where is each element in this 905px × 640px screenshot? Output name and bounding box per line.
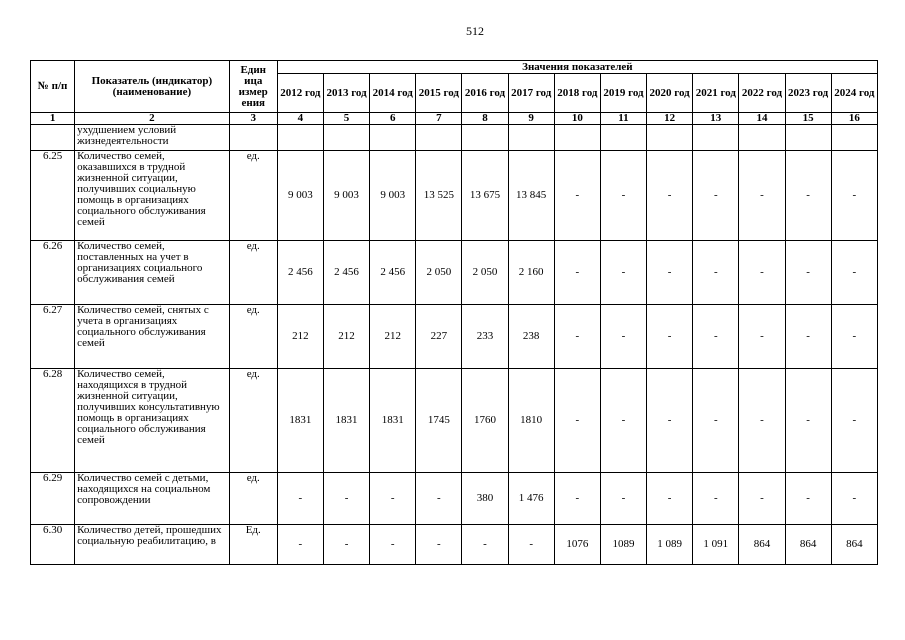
indicator-name: Количество семей с детьми, находящихся на социальном сопровождении (75, 473, 230, 525)
value-cell-2017: 13 845 (508, 151, 554, 241)
unit-cell: ед. (229, 241, 277, 305)
row-number: 6.27 (31, 305, 75, 369)
header-year-5: 2016 год (462, 74, 508, 113)
column-number-15: 15 (785, 113, 831, 125)
header-year-2: 2013 год (323, 74, 369, 113)
row-number (31, 125, 75, 151)
value-cell-2017: 2 160 (508, 241, 554, 305)
value-cell-2024: - (831, 151, 877, 241)
value-cell-2023 (785, 125, 831, 151)
value-cell-2014: 212 (370, 305, 416, 369)
value-cell-2013: 1831 (323, 369, 369, 473)
column-number-5: 5 (323, 113, 369, 125)
value-cell-2012: 1831 (277, 369, 323, 473)
value-cell-2021: 1 091 (693, 525, 739, 565)
value-cell-2024 (831, 125, 877, 151)
header-no: № п/п (31, 61, 75, 113)
value-cell-2014: - (370, 473, 416, 525)
header-year-11: 2022 год (739, 74, 785, 113)
value-cell-2016: 233 (462, 305, 508, 369)
value-cell-2012: 212 (277, 305, 323, 369)
header-year-12: 2023 год (785, 74, 831, 113)
value-cell-2012: 9 003 (277, 151, 323, 241)
value-cell-2013 (323, 125, 369, 151)
value-cell-2022: 864 (739, 525, 785, 565)
value-cell-2014 (370, 125, 416, 151)
row-number: 6.29 (31, 473, 75, 525)
column-number-1: 1 (31, 113, 75, 125)
value-cell-2017: 1 476 (508, 473, 554, 525)
column-number-4: 4 (277, 113, 323, 125)
value-cell-2018: - (554, 305, 600, 369)
header-year-9: 2020 год (647, 74, 693, 113)
value-cell-2015: - (416, 473, 462, 525)
column-number-13: 13 (693, 113, 739, 125)
value-cell-2019: - (600, 151, 646, 241)
value-cell-2017 (508, 125, 554, 151)
value-cell-2020: 1 089 (647, 525, 693, 565)
indicator-name: Количество семей, находящихся в трудной жизненной ситуации, получивших консультативную помощь в организациях социального обслуживания семей (75, 369, 230, 473)
column-number-2: 2 (75, 113, 230, 125)
column-number-11: 11 (600, 113, 646, 125)
value-cell-2020: - (647, 305, 693, 369)
value-cell-2022: - (739, 151, 785, 241)
value-cell-2017: - (508, 525, 554, 565)
value-cell-2018: - (554, 241, 600, 305)
row-number: 6.25 (31, 151, 75, 241)
value-cell-2016: - (462, 525, 508, 565)
value-cell-2014: 2 456 (370, 241, 416, 305)
value-cell-2018: - (554, 151, 600, 241)
indicators-table (30, 60, 878, 565)
indicator-name: ухудшением условий жизнедеятельности (75, 125, 230, 151)
value-cell-2022: - (739, 369, 785, 473)
header-values-group: Значения показателей (277, 61, 877, 74)
column-number-3: 3 (229, 113, 277, 125)
value-cell-2014: - (370, 525, 416, 565)
value-cell-2024: - (831, 241, 877, 305)
column-number-14: 14 (739, 113, 785, 125)
value-cell-2019: - (600, 305, 646, 369)
value-cell-2019 (600, 125, 646, 151)
value-cell-2016: 13 675 (462, 151, 508, 241)
row-number: 6.26 (31, 241, 75, 305)
value-cell-2012: 2 456 (277, 241, 323, 305)
unit-cell: ед. (229, 473, 277, 525)
value-cell-2015: 1745 (416, 369, 462, 473)
value-cell-2022: - (739, 305, 785, 369)
value-cell-2012: - (277, 525, 323, 565)
value-cell-2021: - (693, 369, 739, 473)
value-cell-2022 (739, 125, 785, 151)
header-year-6: 2017 год (508, 74, 554, 113)
value-cell-2015: 2 050 (416, 241, 462, 305)
unit-cell: ед. (229, 305, 277, 369)
unit-cell: Ед. (229, 525, 277, 565)
value-cell-2021: - (693, 305, 739, 369)
header-year-10: 2021 год (693, 74, 739, 113)
value-cell-2016: 380 (462, 473, 508, 525)
value-cell-2013: - (323, 525, 369, 565)
column-number-6: 6 (370, 113, 416, 125)
value-cell-2022: - (739, 473, 785, 525)
value-cell-2013: 2 456 (323, 241, 369, 305)
value-cell-2022: - (739, 241, 785, 305)
value-cell-2016: 2 050 (462, 241, 508, 305)
value-cell-2013: 212 (323, 305, 369, 369)
value-cell-2014: 1831 (370, 369, 416, 473)
value-cell-2024: - (831, 369, 877, 473)
value-cell-2020: - (647, 473, 693, 525)
table-row (31, 125, 878, 151)
row-number: 6.30 (31, 525, 75, 565)
table-row (31, 305, 878, 369)
indicator-name: Количество семей, оказавшихся в трудной жизненной ситуации, получивших социальную помощь в организациях социального обслуживания семей (75, 151, 230, 241)
table-row (31, 241, 878, 305)
table-row (31, 525, 878, 565)
value-cell-2015 (416, 125, 462, 151)
row-number: 6.28 (31, 369, 75, 473)
value-cell-2015: - (416, 525, 462, 565)
value-cell-2024: - (831, 305, 877, 369)
table-row (31, 151, 878, 241)
column-number-10: 10 (554, 113, 600, 125)
value-cell-2017: 238 (508, 305, 554, 369)
value-cell-2023: - (785, 241, 831, 305)
value-cell-2023: - (785, 305, 831, 369)
value-cell-2021: - (693, 241, 739, 305)
column-number-8: 8 (462, 113, 508, 125)
header-year-1: 2012 год (277, 74, 323, 113)
unit-cell: ед. (229, 151, 277, 241)
header-year-7: 2018 год (554, 74, 600, 113)
value-cell-2015: 13 525 (416, 151, 462, 241)
value-cell-2012 (277, 125, 323, 151)
value-cell-2012: - (277, 473, 323, 525)
value-cell-2023: 864 (785, 525, 831, 565)
unit-cell (229, 125, 277, 151)
value-cell-2020: - (647, 241, 693, 305)
value-cell-2019: - (600, 473, 646, 525)
value-cell-2020: - (647, 151, 693, 241)
value-cell-2016 (462, 125, 508, 151)
header-year-3: 2014 год (370, 74, 416, 113)
value-cell-2018 (554, 125, 600, 151)
value-cell-2019: 1089 (600, 525, 646, 565)
table-row (31, 369, 878, 473)
value-cell-2013: - (323, 473, 369, 525)
indicator-name: Количество семей, снятых с учета в организациях социального обслуживания семей (75, 305, 230, 369)
value-cell-2023: - (785, 473, 831, 525)
header-indicator: Показатель (индикатор) (наименование) (75, 61, 230, 113)
value-cell-2017: 1810 (508, 369, 554, 473)
value-cell-2021 (693, 125, 739, 151)
value-cell-2019: - (600, 241, 646, 305)
value-cell-2018: - (554, 369, 600, 473)
value-cell-2021: - (693, 473, 739, 525)
column-number-16: 16 (831, 113, 877, 125)
value-cell-2016: 1760 (462, 369, 508, 473)
column-number-7: 7 (416, 113, 462, 125)
value-cell-2024: - (831, 473, 877, 525)
column-number-12: 12 (647, 113, 693, 125)
value-cell-2013: 9 003 (323, 151, 369, 241)
value-cell-2020 (647, 125, 693, 151)
table-row (31, 473, 878, 525)
indicator-name: Количество семей, поставленных на учет в организациях социального обслуживания семей (75, 241, 230, 305)
value-cell-2018: 1076 (554, 525, 600, 565)
value-cell-2020: - (647, 369, 693, 473)
header-year-8: 2019 год (600, 74, 646, 113)
header-year-4: 2015 год (416, 74, 462, 113)
value-cell-2018: - (554, 473, 600, 525)
value-cell-2015: 227 (416, 305, 462, 369)
value-cell-2023: - (785, 151, 831, 241)
indicator-name: Количество детей, прошедших социальную реабилитацию, в (75, 525, 230, 565)
value-cell-2019: - (600, 369, 646, 473)
value-cell-2024: 864 (831, 525, 877, 565)
value-cell-2023: - (785, 369, 831, 473)
column-number-9: 9 (508, 113, 554, 125)
header-year-13: 2024 год (831, 74, 877, 113)
page-number: 512 (466, 24, 484, 38)
header-unit: Един ица измер ения (229, 61, 277, 113)
value-cell-2021: - (693, 151, 739, 241)
value-cell-2014: 9 003 (370, 151, 416, 241)
unit-cell: ед. (229, 369, 277, 473)
